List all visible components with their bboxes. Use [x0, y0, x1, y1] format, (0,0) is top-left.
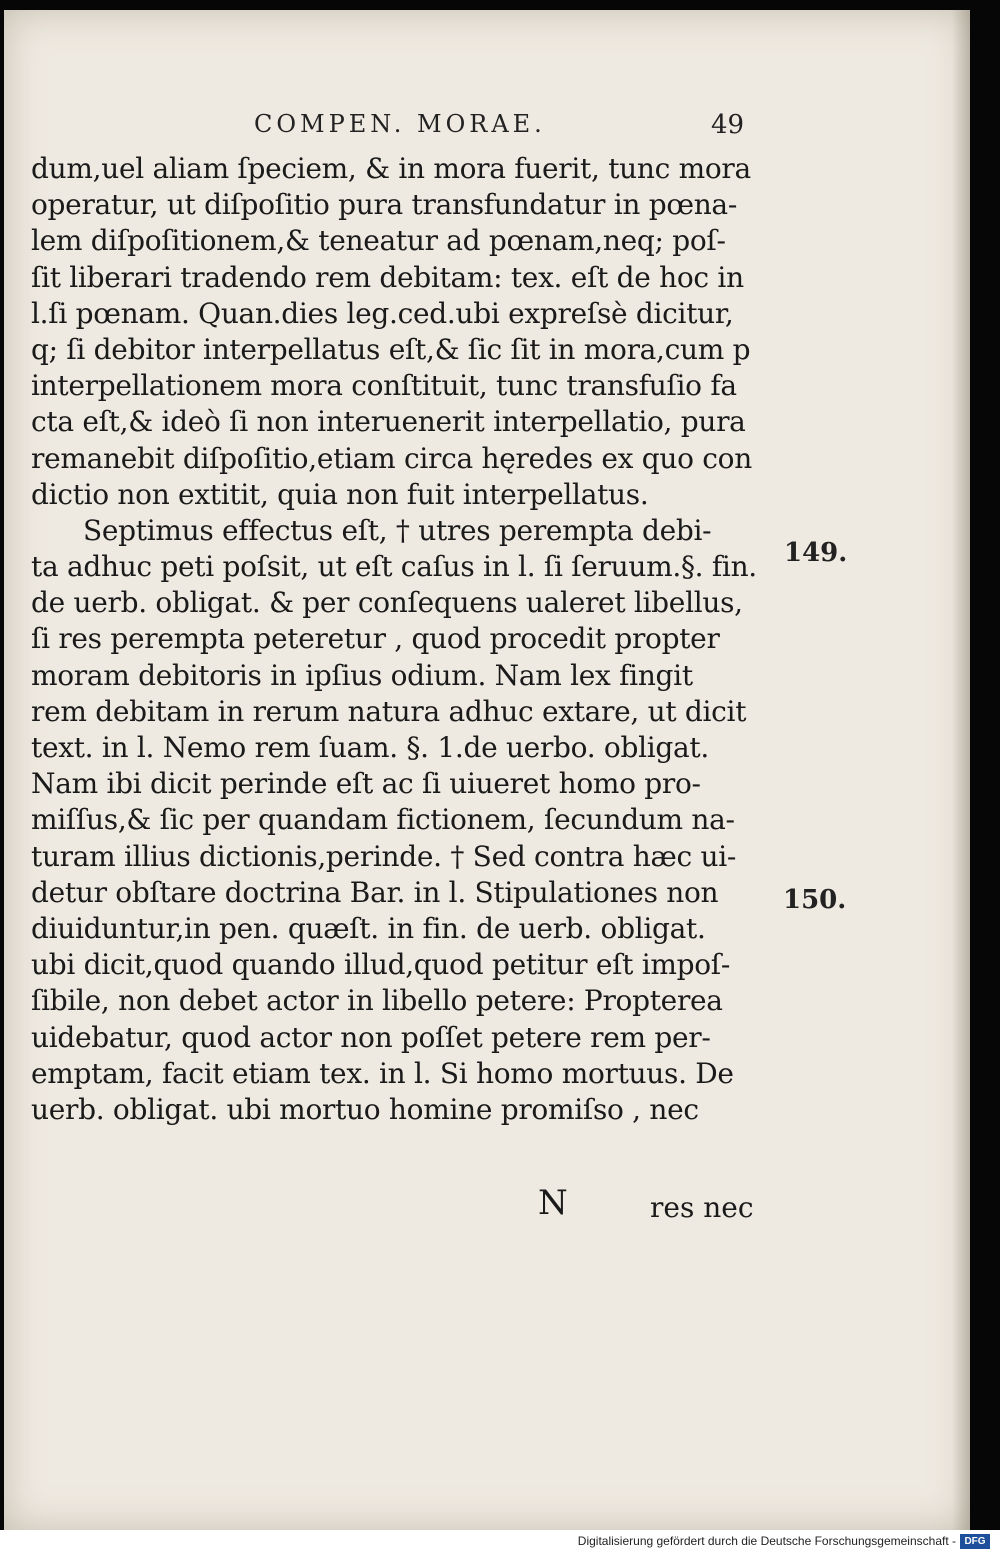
text-line: miſſus,& ſic per quandam fictionem, ſecundum na- [31, 803, 735, 837]
running-head: COMPEN. MORAE. [254, 110, 546, 138]
signature-mark: N [538, 1183, 568, 1223]
text-line: remanebit diſpoſitio,etiam circa hęredes ex quo con [31, 441, 752, 475]
text-line: dictio non extitit, quia non fuit interpellatus. [31, 477, 649, 511]
page-number: 49 [711, 110, 745, 140]
funding-credit: Digitalisierung gefördert durch die Deutsche Forschungsgemeinschaft - [577, 1534, 956, 1548]
text-line: uidebatur, quod actor non poſſet petere rem per- [31, 1020, 711, 1054]
text-line: cta eſt,& ideò ſi non interuenerit interpellatio, pura [31, 405, 746, 439]
text-line: operatur, ut diſpoſitio pura transfundatur in pœna- [31, 188, 737, 222]
text-line: emptam, facit etiam tex. in l. Si homo mortuus. De [31, 1056, 734, 1090]
footer-bar [0, 1530, 1000, 1553]
text-line: q; ſi debitor interpellatus eſt,& ſic ſit in mora,cum p [31, 332, 751, 366]
text-line: dum,uel aliam ſpeciem, & in mora fuerit, tunc mora [31, 152, 751, 185]
text-line: rem debitam in rerum natura adhuc extare, ut dicit [31, 694, 747, 728]
text-line: ſibile, non debet actor in libello petere: Propterea [31, 984, 723, 1018]
text-line: turam illius dictionis,perinde. † Sed contra hæc ui- [31, 839, 737, 873]
text-line: ubi dicit,quod quando illud,quod petitur eſt impoſ- [31, 948, 731, 982]
text-line: l.ſi pœnam. Quan.dies leg.ced.ubi expreſsè dicitur, [31, 296, 734, 330]
text-line: ſi res perempta peteretur , quod procedit propter [31, 622, 720, 656]
text-line: Nam ibi dicit perinde eſt ac ſi uiueret homo pro- [31, 767, 701, 801]
text-line: moram debitoris in ipſius odium. Nam lex fingit [31, 658, 693, 692]
text-line: ſit liberari tradendo rem debitam: tex. eſt de hoc in [31, 260, 744, 294]
dfg-logo: DFG [960, 1534, 990, 1549]
text-line: lem diſpoſitionem,& teneatur ad pœnam,neq; poſ- [31, 224, 726, 258]
text-line: de uerb. obligat. & per conſequens ualeret libellus, [31, 586, 743, 620]
text-line: uerb. obligat. ubi mortuo homine promiſso , nec [31, 1092, 699, 1126]
margin-note: 149. [784, 538, 848, 568]
text-line: diuiduntur,in pen. quæſt. in fin. de uerb. obligat. [31, 911, 706, 945]
body-text [31, 151, 757, 1128]
catchword: res nec [650, 1191, 754, 1224]
page-edge-shadow [952, 10, 970, 1530]
text-line: detur obſtare doctrina Bar. in l. Stipulationes non [31, 875, 719, 909]
text-line: ta adhuc peti poſsit, ut eſt caſus in l. ſi ſeruum.§. fin. [31, 550, 757, 584]
margin-note: 150. [783, 885, 847, 915]
text-line: Septimus effectus eſt, † utres perempta debi- [83, 513, 712, 547]
text-line: text. in l. Nemo rem ſuam. §. 1.de uerbo. obligat. [31, 731, 709, 764]
text-line: interpellationem mora conſtituit, tunc transfuſio fa [31, 369, 737, 403]
